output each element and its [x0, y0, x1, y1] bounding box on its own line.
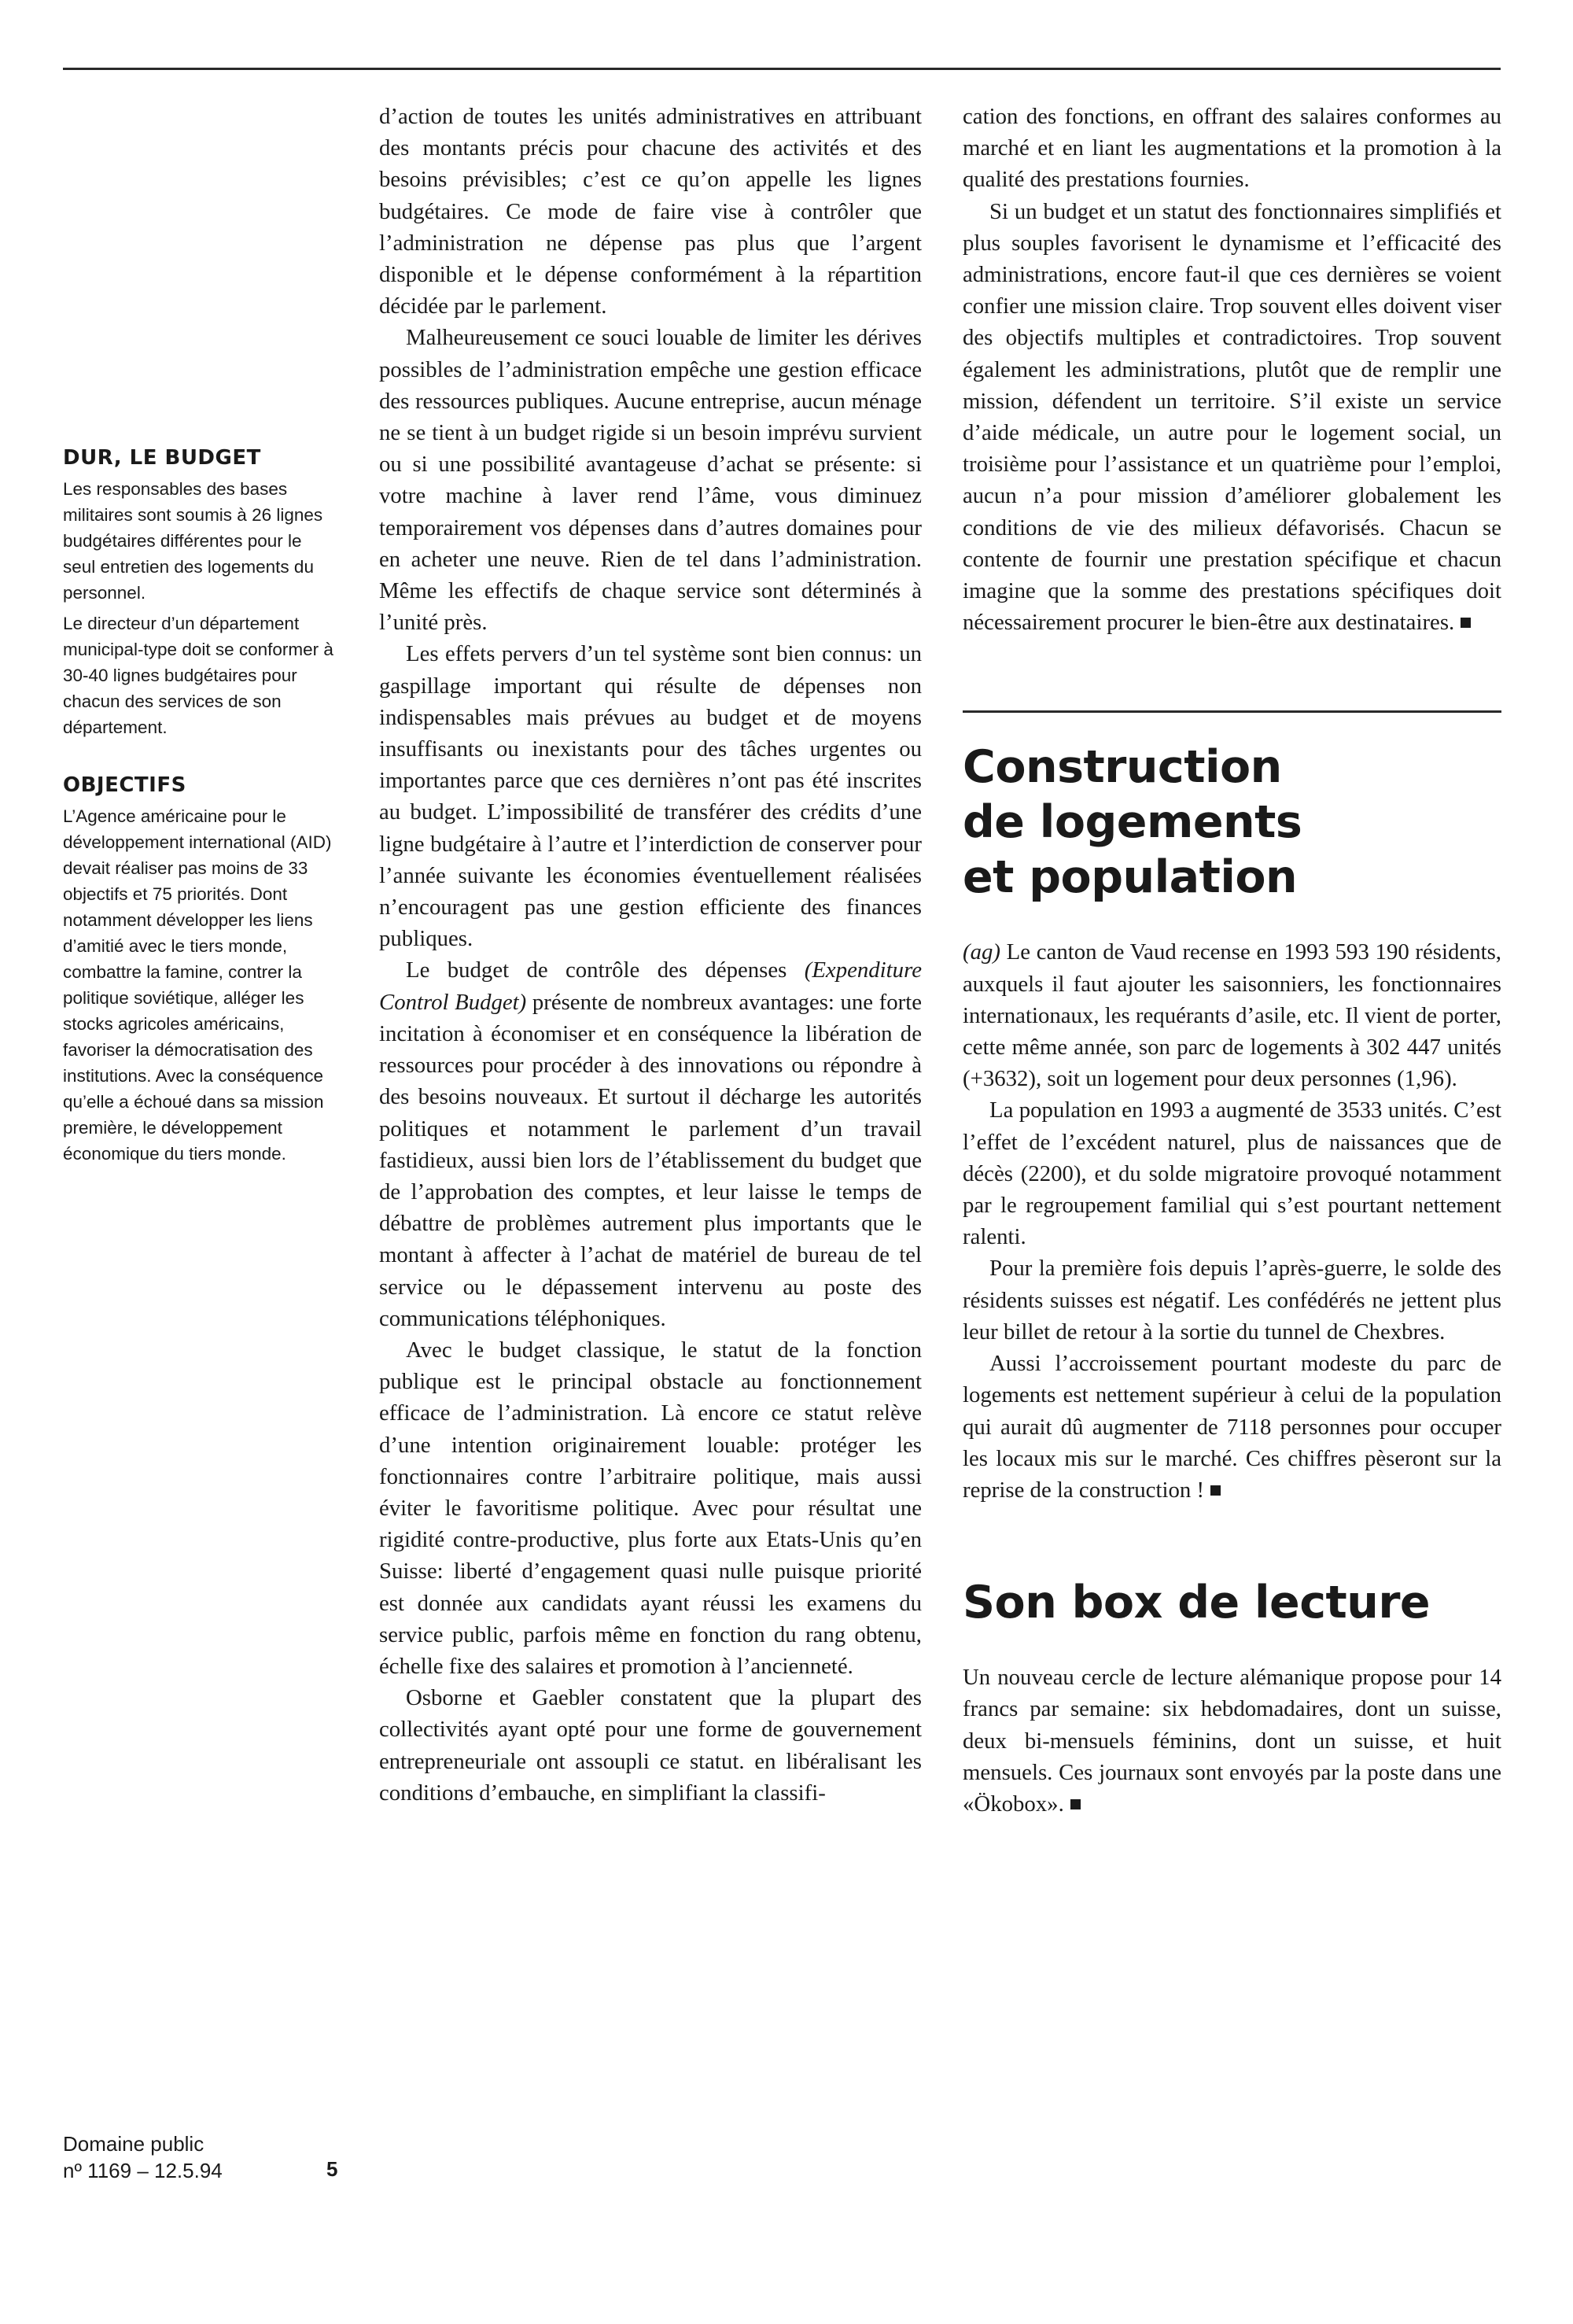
headline-line: et population	[963, 851, 1298, 904]
paragraph	[963, 1348, 1501, 1506]
paragraph-text: Un nouveau cercle de lecture alémanique propose pour 14 francs par semaine: six hebdomadaires, dont un suisse, deux bi-mensuels féminins, dont un suisse, et huit mensuels. Ces journaux sont envoyés par la poste dans une «Ökobox».	[963, 1665, 1501, 1817]
paragraph-italic: (Expenditure Control Budget)	[379, 957, 922, 1015]
article-divider	[963, 710, 1501, 713]
paragraph	[963, 1662, 1501, 1820]
top-rule	[63, 68, 1501, 70]
author-tag: (ag)	[963, 939, 1000, 965]
paragraph: Les effets pervers d’un tel système sont bien connus: un gaspillage important qui résulte de dépenses non indispensables mais prévues au budget et de moyens insuffisants ou inexistants pour des tâches urgentes ou importantes parce que ces dernières n’ont pas été inscrites au budget. L’impossibilité de transférer des crédits d’une ligne budgétaire à l’autre et l’interdiction de conserver pour l’année suivante les économies éventuellement réalisées n’encouragent pas une gestion efficiente des finances publiques.	[379, 641, 922, 952]
page-number: 5	[326, 2157, 338, 2181]
paragraph-text: Le budget de contrôle des dépenses	[406, 957, 805, 983]
end-mark-icon	[1461, 618, 1471, 628]
paragraph-text: présente de nombreux avantages: une forte incitation à économiser et en conséquence la libération de ressources pour procéder à des innovations ou répondre à des besoins nouveaux. Et surtout il décharge les autorités politiques et notamment le parlement d’un travail fastidieux, aussi bien lors de l’établissement du budget que de l’approbation des comptes, et leur laisse le temps de débattre de problèmes autrement plus importants que le montant à affecter à l’achat de matériel de bureau de tel service ou le dépassement intervenu au poste des communications téléphoniques.	[379, 989, 922, 1331]
article-column-3	[963, 101, 1501, 1820]
paragraph-text: Si un budget et un statut des fonctionnaires simplifiés et plus souples favorisent le dynamisme et l’efficacité des administrations, encore faut-il que ces dernières se voient confier une mission claire. Trop souvent elles doivent viser des objectifs multiples et contradictoires. Trop souvent également les administrations, plutôt que de remplir une mission, défendent un territoire. S’il existe un service d’aide médicale, un autre pour le logement social, un troisième pour l’assistance et un quatrième pour l’emploi, aucun n’a pour mission d’améliorer globalement les conditions de vie des milieux défavorisés. Chacun se contente de fournir une prestation spécifique et chacun imagine que la somme des prestations spécifiques doit nécessairement procurer le bien-être aux destinataires.	[963, 198, 1501, 636]
end-mark-icon	[1070, 1799, 1081, 1809]
headline-line: de logements	[963, 796, 1302, 849]
article-headline: Son box de lecture	[963, 1577, 1431, 1629]
paragraph: La population en 1993 a augmenté de 3533 unités. C’est l’effet de l’excédent naturel, plus de naissances que de décès (2200), et du solde migratoire provoqué notamment par le regroupement familial qui s’est pourtant nettement ralenti.	[963, 1097, 1501, 1250]
paragraph: Avec le budget classique, le statut de la fonction publique est le principal obstacle au fonctionnement efficace de l’administration. Là encore ce statut relève d’une intention originairement louable: protéger les fonctionnaires contre l’arbitraire politique, mais aussi éviter le favoritisme politique. Avec pour résultat une rigidité contre-productive, plus forte aux Etats-Unis qu’en Suisse: liberté d’engagement quasi nulle puisque priorité est donnée aux candidats ayant réussi les examens du service public, parfois même en fonction du rang obtenu, échelle fixe des salaires et promotion à l’ancienneté.	[379, 1337, 922, 1679]
sidebar-box-text: Le directeur d’un département municipal-type doit se conformer à 30-40 lignes budgétaires pour chacun des services de son département.	[63, 614, 333, 737]
paragraph: Malheureusement ce souci louable de limiter les dérives possibles de l’administration empêche une gestion efficace des ressources publiques. Aucune entreprise, aucun ménage ne se tient à un budget rigide si un besoin imprévu survient ou si une possibilité avantageuse d’achat se présente: si votre machine à laver rend l’âme, vous diminuez temporairement vos dépenses dans d’autres domaines pour en acheter une neuve. Rien de tel dans l’administration. Même les effectifs de chaque service sont déterminés à l’unité près.	[379, 325, 922, 636]
paragraph: cation des fonctions, en offrant des salaires conformes au marché et en liant les augmentations et la promotion à la qualité des prestations fournies.	[963, 104, 1501, 193]
sidebar-box-text: L’Agence américaine pour le développement international (AID) devait réaliser pas moins de 33 objectifs et 75 priorités. Dont notamment développer les liens d’amitié avec le tiers monde, combattre la famine, contrer la politique soviétique, alléger les stocks agricoles américains, favoriser la démocratisation des institutions. Avec la conséquence qu’elle a échoué dans sa mission première, le développement économique du tiers monde.	[63, 806, 332, 1164]
sidebar-box-title: OBJECTIFS	[63, 773, 186, 797]
paragraph: Pour la première fois depuis l’après-guerre, le solde des résidents suisses est négatif. Les confédérés ne jettent plus leur billet de retour à la sortie du tunnel de Chexbres.	[963, 1256, 1501, 1345]
paragraph	[963, 936, 1501, 1094]
headline-line: Construction	[963, 741, 1282, 794]
sidebar-box-budget	[63, 445, 338, 740]
paragraph: Osborne et Gaebler constatent que la plupart des collectivités ayant opté pour une forme de gouvernement entrepreneuriale ont assoupli ce statut. en libéralisant les conditions d’embauche, en simplifiant la classifi-	[379, 1685, 922, 1806]
sidebar-box-title: DUR, LE BUDGET	[63, 446, 261, 470]
paragraph	[963, 196, 1501, 639]
issue-info: nº 1169 – 12.5.94	[63, 2159, 223, 2182]
sidebar	[63, 445, 338, 1198]
paragraph-text: Aussi l’accroissement pourtant modeste du parc de logements est nettement supérieur à celui de la population qui aurait dû augmenter de 7118 personnes pour occuper les locaux mis sur le marché. Ces chiffres pèseront sur la reprise de la construction !	[963, 1351, 1501, 1503]
paragraph-text: Le canton de Vaud recense en 1993 593 190 résidents, auxquels il faut ajouter les saisonniers, les fonctionnaires internationaux, les requérants d’asile, etc. Il vient de porter, cette même année, son parc de logements à 302 447 unités (+3632), soit un logement pour deux personnes (1,96).	[963, 939, 1501, 1092]
paragraph: d’action de toutes les unités administratives en attribuant des montants précis pour chacune des activités et des besoins prévisibles; c’est ce qu’on appelle les lignes budgétaires. Ce mode de faire vise à contrôler que l’administration ne dépense pas plus que l’argent disponible et le dépense conformément à la répartition décidée par le parlement.	[379, 104, 922, 319]
publication-name: Domaine public	[63, 2132, 204, 2156]
page-footer	[63, 2130, 330, 2184]
paragraph	[379, 954, 922, 1334]
sidebar-box-text: Les responsables des bases militaires sont soumis à 26 lignes budgétaires différentes pour le seul entretien des logements du personnel.	[63, 479, 323, 603]
article-headline	[963, 740, 1501, 905]
sidebar-box-objectifs	[63, 772, 338, 1167]
article-column-2	[379, 101, 922, 1809]
end-mark-icon	[1210, 1485, 1221, 1496]
